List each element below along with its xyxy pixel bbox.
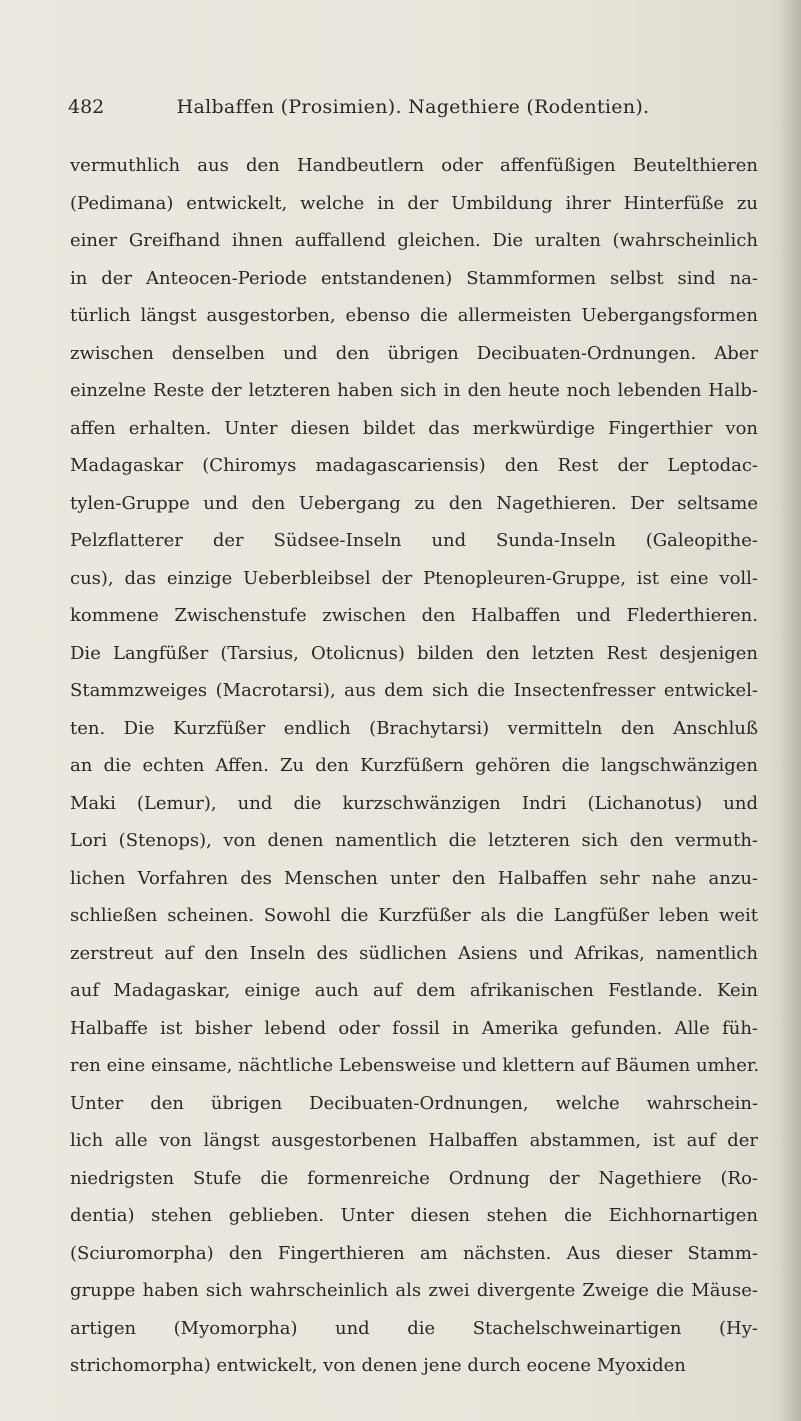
text-line: artigen (Myomorpha) und die Stachelschweinartigen (Hy- <box>70 1317 758 1339</box>
text-line: Unter den übrigen Decibuaten-Ordnungen, welche wahrschein- <box>70 1092 758 1114</box>
text-line: Die Langfüßer (Tarsius, Otolicnus) bilden den letzten Rest desjenigen <box>70 642 758 664</box>
text-line: zerstreut auf den Inseln des südlichen Asiens und Afrikas, namentlich <box>70 942 758 964</box>
text-line: einer Greifhand ihnen auffallend gleichen. Die uralten (wahrscheinlich <box>70 230 758 251</box>
text-line: einzelne Reste der letzteren haben sich in den heute noch lebenden Halb- <box>70 380 758 401</box>
text-line: in der Anteocen-Periode entstandenen) Stammformen selbst sind na- <box>70 267 758 289</box>
running-title: Halbaffen (Prosimien). Nagethiere (Rodentien). <box>176 96 650 118</box>
text-line: Stammzweiges (Macrotarsi), aus dem sich die Insectenfresser entwickel- <box>70 680 758 701</box>
text-line: tylen-Gruppe und den Uebergang zu den Nagethieren. Der seltsame <box>70 492 758 514</box>
text-line: an die echten Affen. Zu den Kurzfüßern gehören die langschwänzigen <box>70 755 758 776</box>
page-header <box>68 96 758 126</box>
text-line: kommene Zwischenstufe zwischen den Halbaffen und Flederthieren. <box>70 605 758 626</box>
text-line: lich alle von längst ausgestorbenen Halbaffen abstammen, ist auf der <box>70 1130 758 1151</box>
text-line: (Sciuromorpha) den Fingerthieren am nächsten. Aus dieser Stamm- <box>70 1242 758 1264</box>
text-line: vermuthlich aus den Handbeutlern oder affenfüßigen Beutelthieren <box>70 155 758 176</box>
text-line: Pelzflatterer der Südsee-Inseln und Sunda-Inseln (Galeopithe- <box>70 530 758 551</box>
text-line: cus), das einzige Ueberbleibsel der Ptenopleuren-Gruppe, ist eine voll- <box>70 567 758 589</box>
text-line: (Pedimana) entwickelt, welche in der Umbildung ihrer Hinterfüße zu <box>70 192 758 214</box>
text-line: ren eine einsame, nächtliche Lebensweise und klettern auf Bäumen umher. <box>70 1055 760 1076</box>
body-text <box>70 147 758 1385</box>
text-line: Lori (Stenops), von denen namentlich die letzteren sich den vermuth- <box>70 830 758 851</box>
text-line: türlich längst ausgestorben, ebenso die allermeisten Uebergangsformen <box>70 305 758 326</box>
page-edge-shadow <box>779 0 801 1421</box>
text-line: strichomorpha) entwickelt, von denen jene durch eocene Myoxiden <box>70 1355 686 1376</box>
text-line: gruppe haben sich wahrscheinlich als zwei divergente Zweige die Mäuse- <box>70 1280 758 1301</box>
text-line: Madagaskar (Chiromys madagascariensis) den Rest der Leptodac- <box>70 455 758 476</box>
text-line: zwischen denselben und den übrigen Decibuaten-Ordnungen. Aber <box>70 342 758 364</box>
page-number: 482 <box>68 96 105 118</box>
text-line: affen erhalten. Unter diesen bildet das merkwürdige Fingerthier von <box>70 417 758 439</box>
text-line: schließen scheinen. Sowohl die Kurzfüßer als die Langfüßer leben weit <box>70 905 758 926</box>
text-line: Maki (Lemur), und die kurzschwänzigen Indri (Lichanotus) und <box>70 792 758 814</box>
text-line: Halbaffe ist bisher lebend oder fossil in Amerika gefunden. Alle füh- <box>70 1017 758 1039</box>
text-line: niedrigsten Stufe die formenreiche Ordnung der Nagethiere (Ro- <box>70 1167 758 1189</box>
text-line: ten. Die Kurzfüßer endlich (Brachytarsi) vermitteln den Anschluß <box>70 717 758 739</box>
text-line: lichen Vorfahren des Menschen unter den Halbaffen sehr nahe anzu- <box>70 867 758 889</box>
text-line: auf Madagaskar, einige auch auf dem afrikanischen Festlande. Kein <box>70 980 758 1001</box>
text-line: dentia) stehen geblieben. Unter diesen stehen die Eichhornartigen <box>70 1205 758 1226</box>
